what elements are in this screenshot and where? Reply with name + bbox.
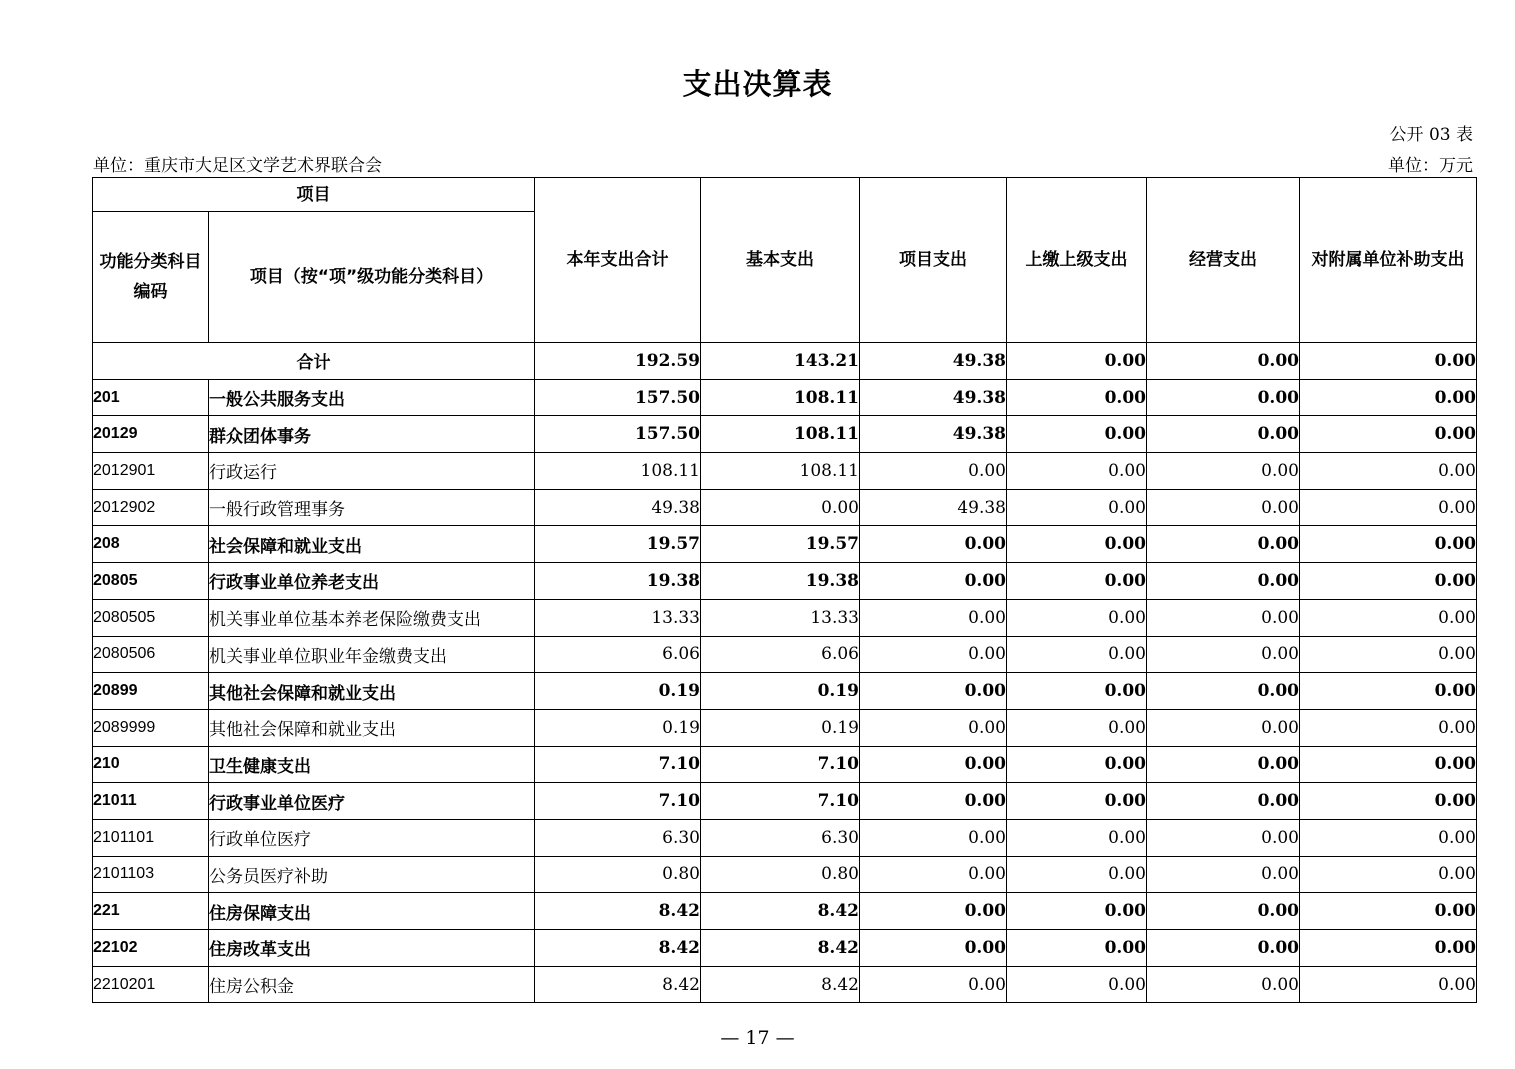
row-code: 20805 [93, 563, 209, 600]
table-row [93, 563, 1477, 600]
row-name: 机关事业单位基本养老保险缴费支出 [209, 599, 535, 636]
total-value: 0.00 [1007, 343, 1147, 380]
row-code: 208 [93, 526, 209, 563]
row-value: 0.00 [860, 783, 1007, 820]
table-row [93, 819, 1477, 856]
row-value: 0.00 [1300, 379, 1477, 416]
row-name: 行政事业单位医疗 [209, 783, 535, 820]
table-row [93, 453, 1477, 490]
row-code: 2012901 [93, 453, 209, 490]
table-row [93, 489, 1477, 526]
row-value: 0.00 [1007, 563, 1147, 600]
header-item-group: 项目 [93, 178, 535, 212]
row-value: 13.33 [535, 599, 701, 636]
row-value: 0.00 [860, 819, 1007, 856]
row-code: 201 [93, 379, 209, 416]
row-value: 108.11 [701, 379, 860, 416]
row-name: 群众团体事务 [209, 416, 535, 453]
row-name: 公务员医疗补助 [209, 856, 535, 893]
row-value: 0.00 [860, 893, 1007, 930]
row-value: 7.10 [535, 783, 701, 820]
row-value: 0.00 [1007, 819, 1147, 856]
row-value: 0.00 [1007, 930, 1147, 967]
header-item-name: 项目（按“项”级功能分类科目） [209, 212, 535, 343]
row-value: 49.38 [860, 379, 1007, 416]
table-row [93, 526, 1477, 563]
header-project: 项目支出 [860, 178, 1007, 343]
header-business: 经营支出 [1147, 178, 1300, 343]
row-value: 0.00 [1007, 893, 1147, 930]
row-value: 0.00 [1147, 599, 1300, 636]
row-value: 0.00 [1147, 416, 1300, 453]
table-row [93, 599, 1477, 636]
row-value: 157.50 [535, 416, 701, 453]
row-value: 0.00 [860, 746, 1007, 783]
row-name: 一般公共服务支出 [209, 379, 535, 416]
row-code: 20899 [93, 673, 209, 710]
table-row [93, 783, 1477, 820]
table-row [93, 673, 1477, 710]
row-value: 0.00 [1007, 526, 1147, 563]
row-value: 0.00 [1147, 856, 1300, 893]
row-value: 6.30 [535, 819, 701, 856]
row-value: 0.00 [1007, 599, 1147, 636]
row-value: 0.00 [1147, 930, 1300, 967]
row-value: 0.00 [1007, 673, 1147, 710]
row-name: 住房保障支出 [209, 893, 535, 930]
row-value: 0.00 [1300, 819, 1477, 856]
row-value: 0.00 [860, 563, 1007, 600]
row-value: 0.00 [1007, 966, 1147, 1003]
total-value: 192.59 [535, 343, 701, 380]
row-value: 8.42 [535, 893, 701, 930]
row-value: 0.80 [535, 856, 701, 893]
table-row [93, 966, 1477, 1003]
row-code: 221 [93, 893, 209, 930]
row-value: 0.19 [535, 673, 701, 710]
row-value: 0.00 [1147, 453, 1300, 490]
total-value: 143.21 [701, 343, 860, 380]
row-value: 8.42 [701, 930, 860, 967]
row-value: 19.57 [535, 526, 701, 563]
table-row [93, 636, 1477, 673]
row-value: 0.00 [1147, 379, 1300, 416]
unit-organization: 单位：重庆市大足区文学艺术界联合会 [93, 156, 382, 176]
row-value: 19.57 [701, 526, 860, 563]
page-title: 支出决算表 [682, 67, 833, 101]
row-value: 7.10 [535, 746, 701, 783]
row-value: 0.00 [1147, 783, 1300, 820]
row-name: 行政运行 [209, 453, 535, 490]
row-value: 0.00 [1147, 746, 1300, 783]
header-basic: 基本支出 [701, 178, 860, 343]
row-value: 0.19 [701, 673, 860, 710]
page-number: — 17 — [720, 1027, 795, 1049]
row-value: 0.00 [1300, 893, 1477, 930]
row-value: 0.00 [860, 453, 1007, 490]
row-value: 8.42 [701, 893, 860, 930]
unit-currency: 单位：万元 [1388, 156, 1473, 176]
row-value: 108.11 [701, 416, 860, 453]
row-value: 8.42 [535, 966, 701, 1003]
row-value: 0.19 [701, 709, 860, 746]
row-value: 0.00 [1147, 966, 1300, 1003]
row-code: 2089999 [93, 709, 209, 746]
row-value: 0.00 [1300, 563, 1477, 600]
row-name: 卫生健康支出 [209, 746, 535, 783]
row-value: 8.42 [701, 966, 860, 1003]
row-code: 20129 [93, 416, 209, 453]
row-value: 0.00 [1300, 416, 1477, 453]
row-name: 住房改革支出 [209, 930, 535, 967]
row-value: 0.00 [1007, 746, 1147, 783]
row-value: 0.00 [1300, 856, 1477, 893]
table-body [93, 343, 1477, 1003]
row-value: 0.00 [1300, 966, 1477, 1003]
header-upper: 上缴上级支出 [1007, 178, 1147, 343]
row-value: 0.00 [860, 856, 1007, 893]
row-value: 49.38 [860, 489, 1007, 526]
total-value: 0.00 [1147, 343, 1300, 380]
row-value: 108.11 [701, 453, 860, 490]
row-code: 2080505 [93, 599, 209, 636]
row-value: 0.00 [1007, 379, 1147, 416]
row-value: 0.00 [1300, 746, 1477, 783]
table-row [93, 930, 1477, 967]
row-value: 0.80 [701, 856, 860, 893]
row-value: 0.00 [1300, 599, 1477, 636]
row-value: 0.00 [1147, 526, 1300, 563]
row-code: 2080506 [93, 636, 209, 673]
row-value: 0.00 [1300, 526, 1477, 563]
row-name: 社会保障和就业支出 [209, 526, 535, 563]
row-value: 0.00 [1300, 453, 1477, 490]
row-value: 0.00 [1007, 856, 1147, 893]
row-value: 7.10 [701, 746, 860, 783]
row-value: 0.00 [1300, 783, 1477, 820]
row-value: 0.00 [1300, 930, 1477, 967]
row-code: 2012902 [93, 489, 209, 526]
row-value: 0.00 [860, 636, 1007, 673]
row-code: 21011 [93, 783, 209, 820]
row-name: 其他社会保障和就业支出 [209, 673, 535, 710]
row-value: 108.11 [535, 453, 701, 490]
row-value: 0.00 [1147, 489, 1300, 526]
row-value: 19.38 [701, 563, 860, 600]
row-name: 其他社会保障和就业支出 [209, 709, 535, 746]
row-value: 13.33 [701, 599, 860, 636]
table-row [93, 379, 1477, 416]
table-row [93, 746, 1477, 783]
row-value: 0.00 [1147, 673, 1300, 710]
row-code: 210 [93, 746, 209, 783]
row-value: 0.00 [860, 673, 1007, 710]
row-value: 0.00 [1300, 636, 1477, 673]
header-subsidy: 对附属单位补助支出 [1300, 178, 1477, 343]
table-row [93, 856, 1477, 893]
row-value: 0.00 [1007, 783, 1147, 820]
row-value: 0.00 [1007, 416, 1147, 453]
row-value: 6.06 [701, 636, 860, 673]
table-row [93, 709, 1477, 746]
row-value: 0.00 [1007, 453, 1147, 490]
table-row [93, 416, 1477, 453]
form-number: 公开 03 表 [1389, 125, 1473, 145]
row-value: 0.00 [860, 526, 1007, 563]
row-name: 行政事业单位养老支出 [209, 563, 535, 600]
row-code: 2210201 [93, 966, 209, 1003]
table-row [93, 893, 1477, 930]
row-value: 7.10 [701, 783, 860, 820]
row-value: 0.00 [1147, 819, 1300, 856]
row-value: 0.00 [701, 489, 860, 526]
row-value: 0.00 [1147, 893, 1300, 930]
row-value: 0.00 [1147, 563, 1300, 600]
row-value: 0.00 [860, 709, 1007, 746]
row-value: 19.38 [535, 563, 701, 600]
row-value: 0.00 [860, 930, 1007, 967]
row-name: 住房公积金 [209, 966, 535, 1003]
header-total: 本年支出合计 [535, 178, 701, 343]
row-value: 0.00 [1147, 709, 1300, 746]
total-row [93, 343, 1477, 380]
row-name: 一般行政管理事务 [209, 489, 535, 526]
row-value: 8.42 [535, 930, 701, 967]
row-value: 0.00 [1007, 709, 1147, 746]
row-value: 6.30 [701, 819, 860, 856]
expenditure-table [92, 177, 1477, 1003]
row-code: 2101103 [93, 856, 209, 893]
row-value: 0.19 [535, 709, 701, 746]
row-value: 0.00 [860, 599, 1007, 636]
header-code: 功能分类科目编码 [93, 212, 209, 343]
total-value: 49.38 [860, 343, 1007, 380]
total-value: 0.00 [1300, 343, 1477, 380]
row-value: 0.00 [1007, 636, 1147, 673]
row-value: 49.38 [860, 416, 1007, 453]
row-value: 0.00 [1300, 709, 1477, 746]
row-value: 0.00 [1147, 636, 1300, 673]
row-name: 机关事业单位职业年金缴费支出 [209, 636, 535, 673]
total-label: 合计 [93, 343, 535, 380]
row-value: 0.00 [1007, 489, 1147, 526]
row-name: 行政单位医疗 [209, 819, 535, 856]
row-value: 0.00 [1300, 673, 1477, 710]
row-value: 0.00 [860, 966, 1007, 1003]
row-value: 157.50 [535, 379, 701, 416]
row-value: 0.00 [1300, 489, 1477, 526]
row-value: 6.06 [535, 636, 701, 673]
row-value: 49.38 [535, 489, 701, 526]
row-code: 2101101 [93, 819, 209, 856]
row-code: 22102 [93, 930, 209, 967]
